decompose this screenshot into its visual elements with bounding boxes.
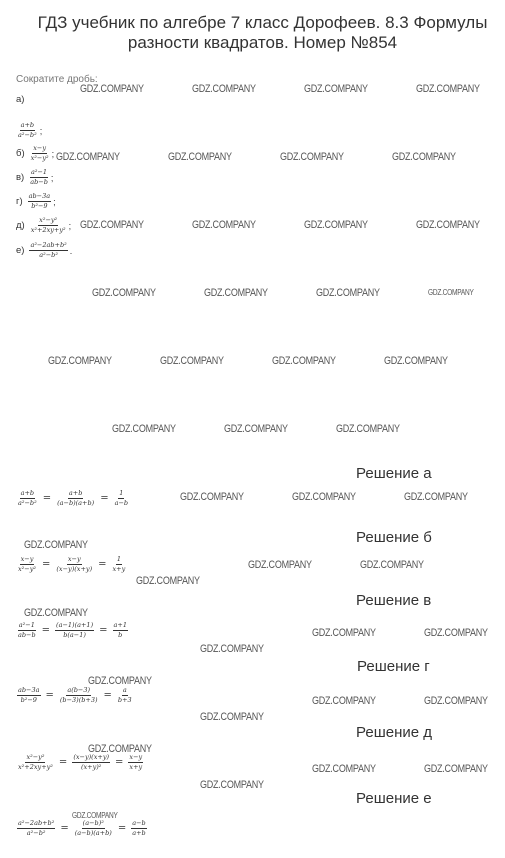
denominator: x+y: [129, 763, 143, 771]
equals-sign: =: [115, 757, 124, 768]
solution-equation-a: [16, 490, 130, 507]
denominator: b+3: [117, 696, 132, 704]
denominator: ab−b: [18, 631, 36, 639]
numerator: x−y: [129, 753, 143, 761]
numerator: a+b: [20, 121, 35, 129]
watermark: GDZ.COMPANY: [280, 151, 344, 163]
watermark: GDZ.COMPANY: [24, 607, 88, 619]
numerator: x²−y²: [26, 753, 45, 761]
equals-sign: =: [45, 690, 54, 701]
watermark: GDZ.COMPANY: [424, 695, 488, 707]
fraction: [17, 820, 55, 837]
watermark: GDZ.COMPANY: [312, 695, 376, 707]
equals-sign: =: [103, 690, 112, 701]
fraction: [128, 754, 143, 771]
fraction: [17, 754, 54, 771]
solution-heading-a: Решение а: [356, 465, 432, 482]
fraction: [112, 556, 127, 573]
watermark: GDZ.COMPANY: [424, 763, 488, 775]
fraction: [28, 193, 52, 210]
denominator: a²−b²: [18, 499, 37, 507]
numerator: 1: [119, 489, 124, 497]
watermark: GDZ.COMPANY: [112, 423, 176, 435]
equals-sign: =: [58, 757, 68, 768]
watermark: GDZ.COMPANY: [428, 288, 474, 297]
numerator: a+b: [20, 489, 35, 497]
watermark: GDZ.COMPANY: [88, 675, 152, 687]
denominator: a+b: [132, 829, 146, 837]
fraction: [30, 145, 50, 162]
denominator: (b−3)(b+3): [59, 696, 98, 704]
solution-heading-v: Решение в: [356, 592, 432, 609]
watermark: GDZ.COMPANY: [200, 643, 264, 655]
fraction: [17, 122, 38, 139]
fraction: [17, 556, 37, 573]
solution-heading-g: Решение г: [357, 658, 430, 675]
fraction: [30, 217, 67, 234]
denominator: x+y: [112, 565, 126, 573]
watermark: GDZ.COMPANY: [336, 423, 400, 435]
watermark: GDZ.COMPANY: [384, 355, 448, 367]
solution-equation-d: [16, 754, 144, 771]
equals-sign: =: [117, 823, 127, 834]
numerator: x−y: [33, 144, 46, 152]
watermark: GDZ.COMPANY: [416, 219, 480, 231]
solution-heading-b: Решение б: [356, 529, 432, 546]
watermark: GDZ.COMPANY: [192, 219, 256, 231]
equals-sign: =: [98, 559, 107, 570]
fraction: [55, 622, 94, 639]
watermark: GDZ.COMPANY: [272, 355, 336, 367]
fraction: [17, 622, 37, 639]
denominator: b²−9: [20, 696, 37, 704]
equals-sign: =: [100, 493, 109, 504]
numerator: (a−b)²: [82, 819, 104, 827]
watermark: GDZ.COMPANY: [204, 287, 268, 299]
solution-heading-d: Решение д: [356, 724, 432, 741]
denominator: b²−9: [31, 202, 48, 210]
solution-equation-v: [16, 622, 129, 639]
fraction: [131, 820, 146, 837]
watermark: GDZ.COMPANY: [56, 151, 120, 163]
equals-sign: =: [60, 823, 69, 834]
watermark: GDZ.COMPANY: [200, 779, 264, 791]
watermark: GDZ.COMPANY: [92, 287, 156, 299]
watermark: GDZ.COMPANY: [72, 811, 118, 820]
watermark: GDZ.COMPANY: [80, 83, 144, 95]
equals-sign: =: [99, 625, 108, 636]
numerator: (a−1)(a+1): [56, 621, 94, 629]
solution-heading-e: Решение е: [356, 790, 432, 807]
denominator: a²−b²: [18, 131, 37, 139]
task-item-a: [16, 94, 28, 105]
denominator: b: [118, 631, 123, 639]
denominator: x²−y²: [18, 565, 36, 573]
watermark: GDZ.COMPANY: [360, 559, 424, 571]
fraction: [29, 169, 49, 186]
denominator: x²+2xy+y²: [30, 226, 66, 234]
denominator: a²−b²: [26, 829, 46, 837]
denominator: a²−b²: [39, 251, 58, 259]
watermark: GDZ.COMPANY: [224, 423, 288, 435]
task-item-a-fraction: $\frac{a+b}{\text{a²−b²}}$ ;: [18, 121, 43, 139]
denominator: b(a−1): [63, 631, 86, 639]
watermark: GDZ.COMPANY: [160, 355, 224, 367]
watermark: GDZ.COMPANY: [424, 627, 488, 639]
watermark: GDZ.COMPANY: [416, 83, 480, 95]
denominator: x²−y²: [30, 154, 49, 162]
watermark: GDZ.COMPANY: [312, 627, 376, 639]
solution-equation-g: [16, 687, 134, 704]
numerator: a²−2ab+b²: [18, 819, 55, 827]
watermark: GDZ.COMPANY: [312, 763, 376, 775]
watermark: GDZ.COMPANY: [88, 743, 152, 755]
numerator: a: [122, 686, 127, 694]
task-item-d: д) $\frac{\text{x²−y²}}{\text{x²+2xy+y²}}$ ;: [16, 216, 72, 234]
page-title: ГДЗ учебник по алгебре 7 класс Дорофеев. 8.3 Формулы разности квадратов. Номер №854: [37, 13, 488, 52]
denominator: ab−b: [30, 178, 48, 186]
numerator: x−y: [20, 555, 34, 563]
numerator: a²−1: [31, 168, 48, 176]
numerator: a(b−3): [67, 686, 91, 694]
task-item-e: е) $\frac{\text{a²−2ab+b²}}{\text{a²−b²}}$ .: [16, 241, 73, 259]
watermark: GDZ.COMPANY: [392, 151, 456, 163]
solution-equation-b: [16, 556, 127, 573]
numerator: a+1: [113, 621, 127, 629]
fraction: [59, 687, 99, 704]
watermark: GDZ.COMPANY: [180, 491, 244, 503]
numerator: x−y: [67, 555, 81, 563]
denominator: a−b: [114, 499, 129, 507]
watermark: GDZ.COMPANY: [168, 151, 232, 163]
numerator: (x−y)(x+y): [73, 753, 110, 761]
watermark: GDZ.COMPANY: [200, 711, 264, 723]
denominator: (x−y)(x+y): [56, 565, 93, 573]
watermark: GDZ.COMPANY: [136, 575, 200, 587]
denominator: x²+2xy+y²: [18, 763, 53, 771]
solution-equation-e: [16, 820, 148, 837]
fraction: [17, 490, 38, 507]
numerator: ab−3a: [18, 686, 40, 694]
watermark: GDZ.COMPANY: [48, 355, 112, 367]
watermark: GDZ.COMPANY: [304, 83, 368, 95]
task-item-v: в) $\frac{\text{a²−1}}{ab-b}$ ;: [16, 168, 54, 186]
fraction: [117, 687, 133, 704]
watermark: GDZ.COMPANY: [24, 539, 88, 551]
numerator: x²−y²: [39, 216, 58, 224]
numerator: a²−1: [18, 621, 35, 629]
fraction: [55, 556, 93, 573]
equals-sign: =: [42, 493, 52, 504]
numerator: a−b: [132, 819, 146, 827]
task-item-b: б) $\frac{x-y}{\text{x²−y²}}$ ;: [16, 144, 55, 162]
watermark: GDZ.COMPANY: [292, 491, 356, 503]
numerator: ab−3a: [28, 192, 51, 200]
fraction: [114, 490, 129, 507]
equals-sign: =: [41, 625, 51, 636]
equals-sign: =: [42, 559, 51, 570]
item-letter: а): [16, 94, 25, 105]
denominator: (a−b)(a+b): [74, 829, 112, 837]
fraction: [17, 687, 41, 704]
fraction: [74, 820, 113, 837]
watermark: GDZ.COMPANY: [316, 287, 380, 299]
watermark: GDZ.COMPANY: [404, 491, 468, 503]
watermark: GDZ.COMPANY: [248, 559, 312, 571]
denominator: (a−b)(a+b): [57, 499, 95, 507]
watermark: GDZ.COMPANY: [80, 219, 144, 231]
fraction: [72, 754, 110, 771]
numerator: a+b: [68, 489, 83, 497]
fraction: [56, 490, 95, 507]
watermark: GDZ.COMPANY: [192, 83, 256, 95]
task-prompt: Сократите дробь:: [16, 74, 98, 85]
numerator: a²−2ab+b²: [30, 241, 67, 249]
fraction: [113, 622, 128, 639]
fraction: [29, 242, 67, 259]
numerator: 1: [116, 555, 121, 563]
denominator: (x+y)²: [80, 763, 102, 771]
watermark: GDZ.COMPANY: [304, 219, 368, 231]
task-item-g: г) $\frac{ab-3a}{\text{b²−9}}$ ;: [16, 192, 56, 210]
